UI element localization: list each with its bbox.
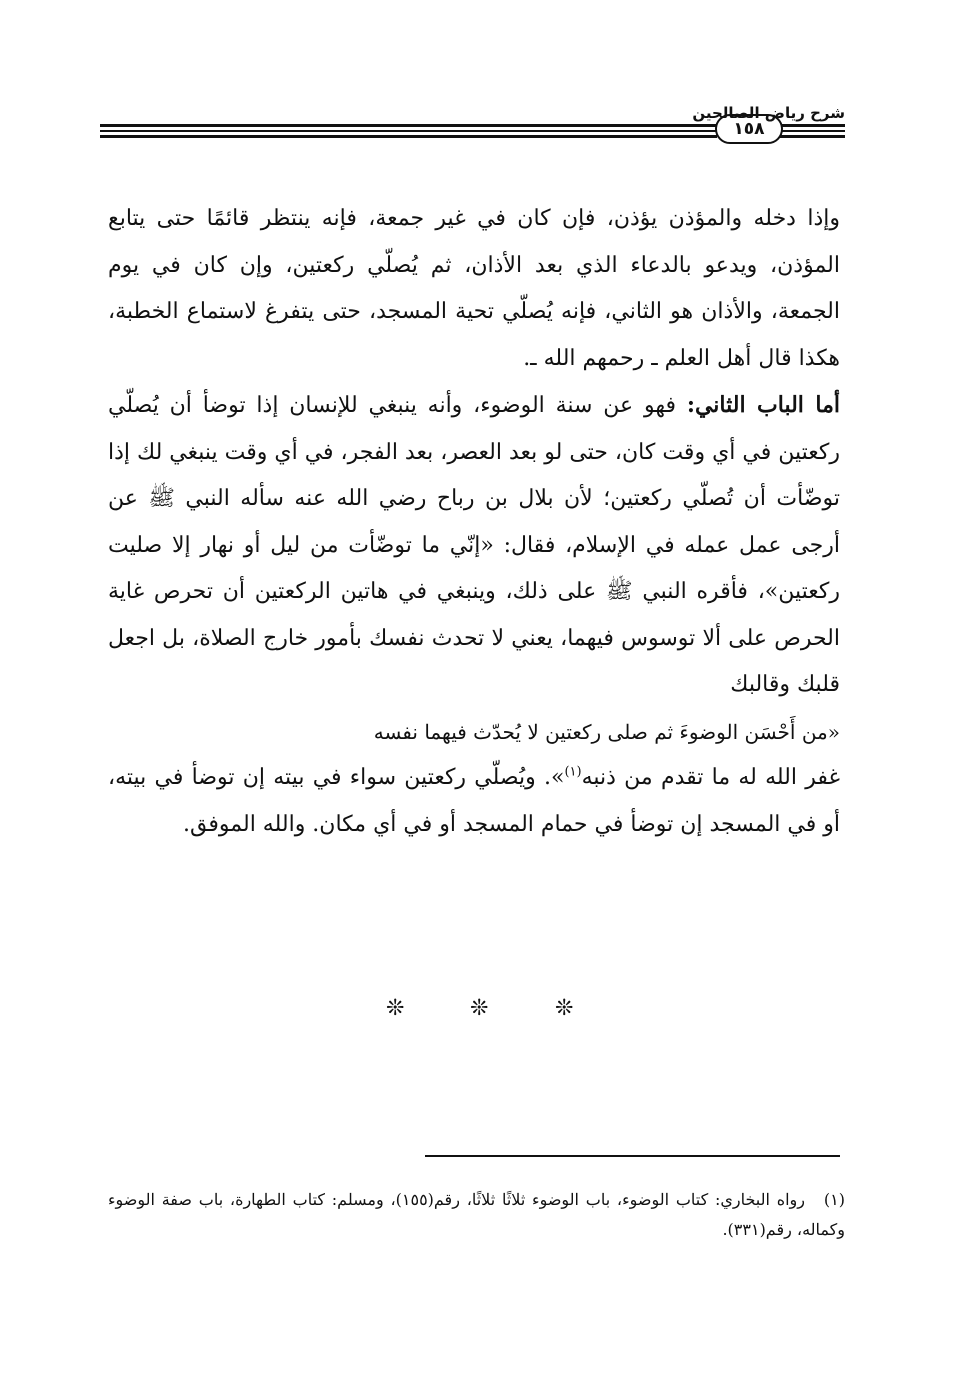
paragraph-3-end: ». ويُصلّي ركعتين سواء في بيته إن توضأ في بيته، أو في المسجد إن توضأ في حمام المسجد أو في أي مكان. والله الموفق. (108, 765, 840, 837)
section-heading: أما الباب الثاني: (686, 392, 840, 418)
header-rule (100, 124, 717, 127)
section-separator (0, 996, 953, 1026)
paragraph-2-text: فهو عن سنة الوضوء، وأنه ينبغي للإنسان إذا توضأ أن يُصلّي ركعتين في أي وقت كان، حتى لو بعد العصر، بعد الفجر، في أي وقت ينبغي لك إذا توضّأت أن تُصلّي ركعتين؛ لأن بلال بن رباح رضي الله عنه سأله النبي ﷺ عن أرجى عمل عمله في الإسلام، فقال: «إنّي ما توضّأت من ليل أو نهار إلا صليت ركعتين»، فأقره النبي ﷺ على ذلك، وينبغي في هاتين الركعتين أن تحرص غاية الحرص على ألا توسوس فيهما، يعني لا تحدث نفسك بأمور خارج الصلاة، بل اجعل قلبك وقالبك (108, 393, 840, 697)
header-rule (780, 130, 845, 132)
footnote-divider (425, 1155, 840, 1157)
page-number: ١٥٨ (715, 114, 783, 144)
footnote-text: رواه البخاري: كتاب الوضوء، باب الوضوء ثلاثًا ثلاثًا، رقم(١٥٥)، ومسلم: كتاب الطهارة، باب صفة الوضوء وكماله، رقم(٣٣١). (108, 1190, 845, 1239)
star-ornament-icon: ❊ (470, 996, 489, 1021)
paragraph-3-start: غفر الله له ما تقدم من ذنبه (581, 765, 841, 790)
paragraph-3 (108, 709, 840, 849)
page-header (100, 96, 845, 156)
paragraph-1: وإذا دخله والمؤذن يؤذن، فإن كان في غير جمعة، فإنه ينتظر قائمًا حتى يتابع المؤذن، ويدعو بالدعاء الذي بعد الأذان، ثم يُصلّي ركعتين، وإن كان في يوم الجمعة، والأذان هو الثاني، فإنه يُصلّي تحية المسجد، حتى يتفرغ لاستماع الخطبة، هكذا قال أهل العلم ـ رحمهم الله ـ. (108, 206, 840, 371)
paragraph-2 (108, 382, 840, 709)
header-rule (100, 130, 717, 132)
book-title: شرح رياض الصالحين (692, 104, 845, 122)
star-ornament-icon: ❊ (555, 996, 574, 1021)
main-text (108, 196, 840, 848)
star-ornament-icon: ❊ (386, 996, 405, 1021)
footnote (108, 1185, 845, 1245)
footnote-number: (١) (823, 1190, 845, 1209)
header-rule (780, 124, 845, 127)
header-rule (100, 135, 717, 138)
footnote-reference[interactable]: (١) (564, 764, 582, 780)
hadith-quote: «من أَحْسَن الوضوءَ ثم صلى ركعتين لا يُحدّث فيهما نفسه (373, 719, 840, 744)
header-rule (780, 135, 845, 138)
